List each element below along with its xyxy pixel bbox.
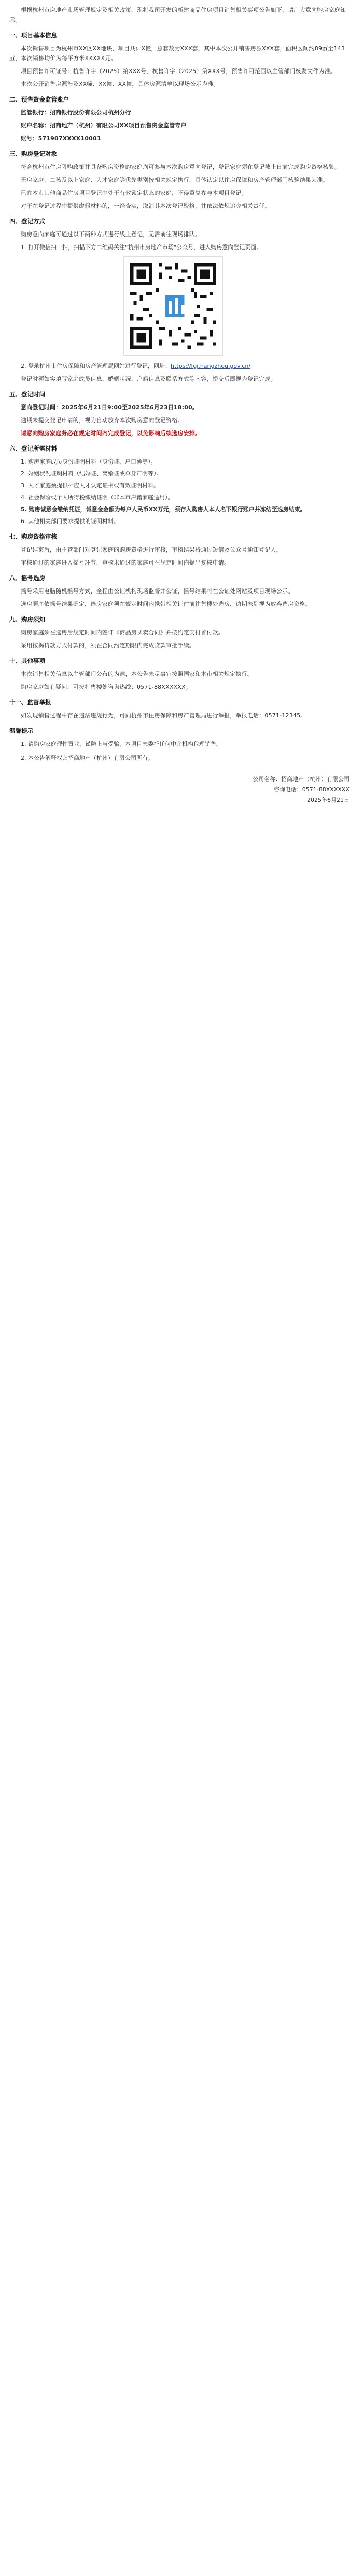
section-title: 十一、监督举报 (9, 699, 51, 706)
escrow-bank: 监管银行：招商银行股份有限公司杭州分行 (21, 109, 131, 116)
paragraph: 对于在登记过程中提供虚假材料的，一经查实，取消其本次登记资格，并依法依规追究相关责任。 (21, 202, 271, 209)
list-item: 1. 打开微信扫一扫，扫描下方二维码关注“杭州市房地产市场”公众号，进入购房意向登记页面。 (21, 244, 262, 251)
list-item: 2. 婚姻状况证明材料（结婚证、离婚证或单身声明等）。 (21, 470, 162, 477)
section-purchase-notes (9, 614, 354, 650)
section-title: 四、登记方式 (9, 218, 45, 225)
method-list (9, 242, 354, 252)
paragraph: 逾期未提交登记申请的，视为自动放弃本次购房意向登记资格。 (21, 417, 184, 424)
notices-block (9, 726, 354, 763)
registration-period: 意向登记时间：2025年6月21日9:00至2025年6月23日18:00。 (21, 404, 199, 411)
highlight-notice: 请意向购房家庭务必在规定时间内完成登记，以免影响后续选房安排。 (21, 430, 201, 437)
paragraph: 项目预售许可证号：杭售许字（2025）第XXX号、杭售许字（2025）第XXX号，预售许可范围以主管部门核发文件为准。 (21, 68, 336, 75)
registration-website-link[interactable]: https://fgj.hangzhou.gov.cn/ (171, 363, 251, 369)
contact-phone: 咨询电话：0571-88XXXXXX (273, 786, 350, 793)
paragraph: 登记结束后，由主管部门对登记家庭的购房资格进行审核，审核结果将通过短信及公众号通知登记人。 (21, 546, 282, 553)
signature-block (9, 774, 350, 805)
paragraph: 本次销售项目为杭州市XX区XX地块，项目共计X幢，总套数为XXX套，其中本次公开销售房源XXX套，面积区间约89㎡至143㎡，本次销售均价为每平方米XXXXX元。 (9, 45, 345, 62)
paragraph: 本次销售相关信息以主管部门公布的为准，本公告未尽事宜按照国家和本市相关规定执行。 (21, 671, 253, 677)
list-item: 3. 人才家庭须提供相应人才认定证书或有效证明材料。 (21, 482, 159, 489)
paragraph: 登记时须如实填写家庭成员信息、婚姻状况、户籍信息及联系方式等内容，提交后即视为登记完成。 (21, 375, 276, 382)
paragraph: 无房家庭、二孩及以上家庭、人才家庭等优先类别按相关规定执行，具体认定以住房保障和房产管理部门核验结果为准。 (21, 177, 329, 183)
section-title: 六、登记所需材料 (9, 445, 57, 452)
section-title: 十、其他事项 (9, 657, 45, 664)
section-lottery (9, 573, 354, 609)
section-title: 五、登记时间 (9, 390, 45, 398)
paragraph: 购房意向家庭可通过以下两种方式进行线上登记，无需前往现场排队。 (21, 231, 201, 238)
method-list-2 (9, 361, 354, 371)
wechat-qr-code[interactable] (123, 256, 223, 356)
escrow-account-name: 账户名称：招商地产（杭州）有限公司XX项目预售资金监管专户 (21, 122, 187, 129)
materials-list (9, 457, 354, 526)
section-eligibility (9, 149, 354, 211)
paragraph: 本次公开销售房源涉及XX幢、XX幢、XX幢，具体房源清单以现场公示为准。 (21, 81, 219, 88)
section-other (9, 656, 354, 692)
section-title: 二、预售资金监管账户 (9, 96, 69, 103)
paragraph: 如发现销售过程中存在违法违规行为，可向杭州市住房保障和房产管理局进行举报，举报电话：0571-12345。 (21, 712, 306, 719)
list-item: 2. 登录杭州市住房保障和房产管理局网站进行登记，网址：https://fgj.hangzhou.gov.cn/ (21, 363, 251, 369)
paragraph: 摇号采用电脑随机摇号方式，全程由公证机构现场监督并公证，摇号结果将在公证处网站及项目现场公示。 (21, 588, 294, 595)
list-item: 1. 购房家庭成员身份证明材料（身份证、户口簿等）。 (21, 458, 157, 465)
notice-item: 1. 请购房家庭理性置业，谨防上当受骗，本项目未委托任何中介机构代理销售。 (21, 741, 222, 747)
section-escrow (9, 94, 354, 143)
list-item: 6. 其他相关部门要求提供的证明材料。 (21, 518, 119, 525)
notice-item: 2. 本公告解释权归招商地产（杭州）有限公司所有。 (21, 755, 153, 761)
section-title: 一、项目基本信息 (9, 32, 57, 39)
paragraph: 符合杭州市住房限购政策并具备购房资格的家庭均可参与本次购房意向登记，登记家庭须在登记截止日前完成购房资格核验。 (21, 164, 340, 170)
paragraph: 购房家庭如有疑问，可拨打售楼处咨询热线：0571-88XXXXXX。 (21, 684, 191, 690)
section-supervision (9, 697, 354, 720)
notices-title: 温馨提示 (9, 727, 33, 734)
qr-code-icon (127, 260, 219, 352)
paragraph: 选房顺序依摇号结果确定，选房家庭须在规定时间内携带相关证件前往售楼处选房，逾期未到视为放弃选房资格。 (21, 601, 311, 607)
list-item: 5. 购房诚意金缴纳凭证，诚意金金额为每户人民币XX万元，须存入购房人本人名下银行账户并冻结至选房结束。 (21, 506, 306, 513)
section-title: 八、摇号选房 (9, 574, 45, 582)
intro-paragraph: 根据杭州市房地产市场管理规定及相关政策，现将我司开发的新建商品住房项目销售相关事项公告如下，请广大意向购房家庭知悉。 (9, 7, 346, 23)
paragraph: 购房家庭须在选房后规定时间内签订《商品房买卖合同》并按约定支付首付款。 (21, 629, 224, 636)
paragraph: 已在本市其他商品住房项目登记中处于有效锁定状态的家庭，不得重复参与本项目登记。 (21, 190, 247, 196)
section-required-materials (9, 443, 354, 526)
list-item: 4. 社会保险或个人所得税缴纳证明（非本市户籍家庭适用）。 (21, 494, 174, 501)
section-title: 三、购房登记对象 (9, 150, 57, 157)
paragraph: 审核通过的家庭进入摇号环节，审核未通过的家庭可在规定时间内提出复核申请。 (21, 559, 230, 566)
paragraph: 采用按揭贷款方式付款的，须在合同约定期限内完成贷款审批手续。 (21, 642, 195, 649)
section-eligibility-review (9, 531, 354, 568)
company-name: 公司名称：招商地产（杭州）有限公司 (253, 776, 350, 783)
section-registration-method (9, 216, 354, 384)
escrow-account-number: 账号：571907XXXX10001 (21, 135, 101, 142)
section-registration-time (9, 389, 354, 438)
section-title: 九、购房须知 (9, 616, 45, 623)
section-project-info (9, 30, 354, 89)
section-title: 七、购房资格审核 (9, 533, 57, 540)
publish-date: 2025年6月21日 (307, 797, 350, 803)
